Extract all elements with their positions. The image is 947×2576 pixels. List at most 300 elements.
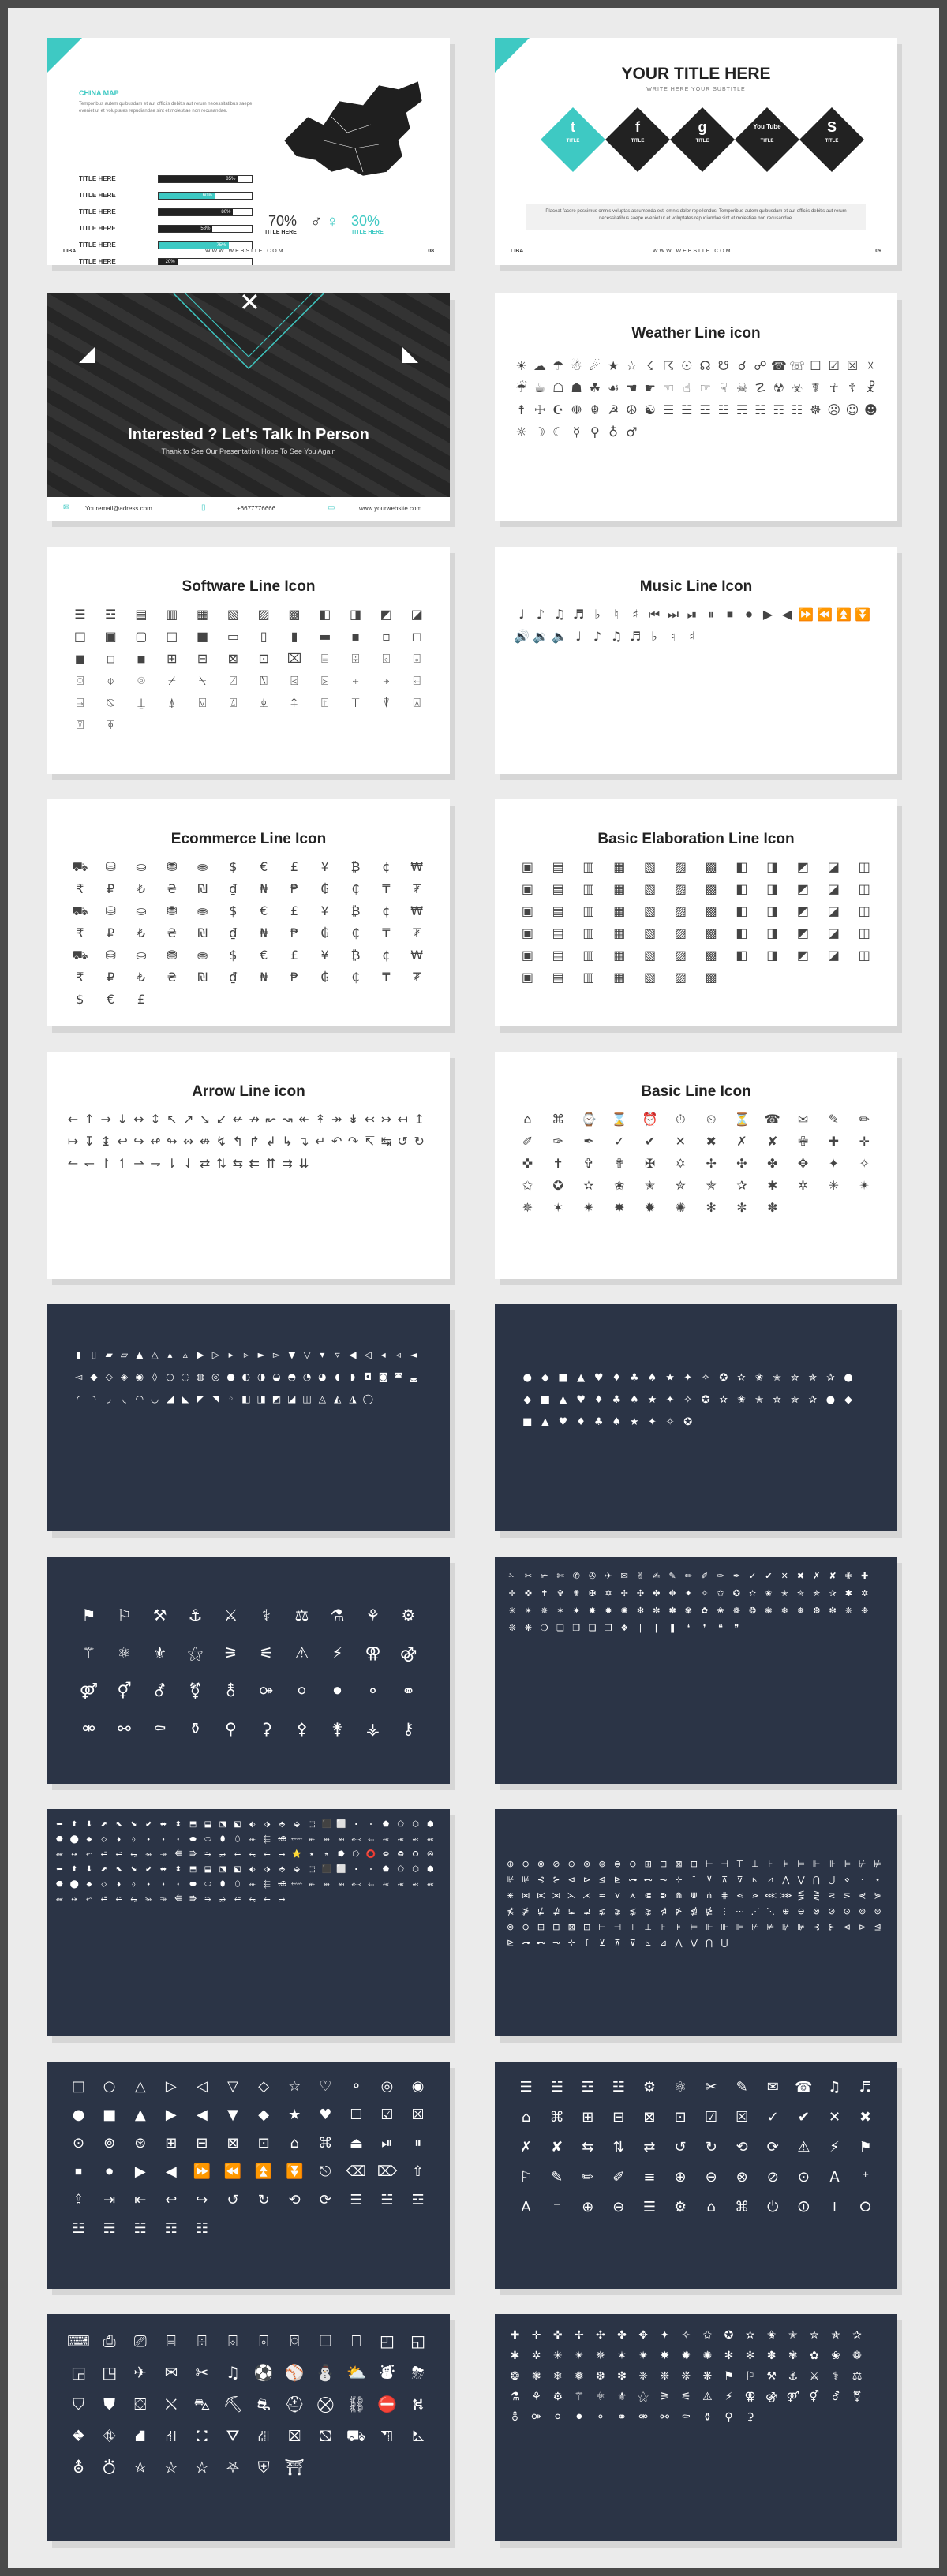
grid-icon[interactable]: ◩ xyxy=(797,881,810,896)
grid-icon[interactable]: ▥ xyxy=(582,925,595,940)
grid-icon[interactable]: ✐ xyxy=(522,1134,533,1149)
grid-icon[interactable]: ✻ xyxy=(636,1606,645,1616)
grid-icon[interactable]: ▩ xyxy=(705,970,717,985)
grid-icon[interactable]: ⬠ xyxy=(397,1865,405,1874)
grid-icon[interactable]: ↫ xyxy=(150,1134,161,1149)
grid-icon[interactable]: ❐ xyxy=(572,1623,581,1633)
grid-icon[interactable]: ⬈ xyxy=(100,1865,107,1874)
grid-icon[interactable]: ⚾ xyxy=(284,2363,305,2382)
grid-icon[interactable]: ⊟ xyxy=(659,1859,668,1869)
grid-icon[interactable]: ⬮ xyxy=(220,1880,226,1889)
grid-icon[interactable]: ₽ xyxy=(107,970,115,985)
grid-icon[interactable]: ☱ xyxy=(380,2192,394,2208)
grid-icon[interactable]: ↾ xyxy=(100,1156,111,1171)
grid-icon[interactable]: ⊞ xyxy=(537,1922,545,1932)
grid-icon[interactable]: ▥ xyxy=(582,903,595,918)
grid-icon[interactable]: ✒ xyxy=(583,1134,594,1149)
grid-icon[interactable]: ❜ xyxy=(702,1623,706,1633)
grid-icon[interactable]: £ xyxy=(290,903,299,918)
grid-icon[interactable]: ⬕ xyxy=(234,1820,241,1829)
grid-icon[interactable]: ⬽ xyxy=(55,1850,63,1859)
grid-icon[interactable]: ◫ xyxy=(858,903,870,918)
grid-icon[interactable]: ✦ xyxy=(684,1588,693,1598)
grid-icon[interactable]: ⊮ xyxy=(506,1875,515,1885)
grid-icon[interactable]: ◀ xyxy=(197,2107,208,2123)
grid-icon[interactable]: ⊺ xyxy=(691,1875,697,1885)
grid-icon[interactable]: ⊶ xyxy=(521,1938,530,1948)
grid-icon[interactable]: ⚩ xyxy=(531,2411,541,2424)
grid-icon[interactable]: £ xyxy=(290,948,299,963)
grid-icon[interactable]: ♣ xyxy=(630,1372,639,1384)
grid-icon[interactable]: ⌘ xyxy=(552,1112,565,1127)
grid-icon[interactable]: ⊱ xyxy=(552,1875,560,1885)
grid-icon[interactable]: ⌺ xyxy=(228,2331,238,2350)
grid-icon[interactable]: ✁ xyxy=(508,1571,516,1581)
grid-icon[interactable]: ⊧ xyxy=(783,1859,788,1869)
grid-icon[interactable]: ⬙ xyxy=(294,1820,300,1829)
grid-icon[interactable]: ⎕ xyxy=(351,2331,361,2350)
grid-icon[interactable]: ▣ xyxy=(521,970,533,985)
grid-icon[interactable]: ♭ xyxy=(594,607,601,622)
grid-icon[interactable]: ☒ xyxy=(411,2107,425,2123)
grid-icon[interactable]: ▷ xyxy=(211,1349,219,1360)
grid-icon[interactable]: ▤ xyxy=(552,903,564,918)
grid-icon[interactable]: ⋐ xyxy=(644,1890,652,1901)
grid-icon[interactable]: ✐ xyxy=(701,1571,709,1581)
grid-icon[interactable]: ✴ xyxy=(574,2350,584,2362)
grid-icon[interactable]: ≡ xyxy=(643,2169,656,2185)
grid-icon[interactable]: ⚰ xyxy=(153,1719,167,1738)
grid-icon[interactable]: ⛨ xyxy=(257,2458,270,2477)
grid-icon[interactable]: ↑ xyxy=(84,1112,95,1127)
grid-icon[interactable]: ⏯ xyxy=(687,607,698,622)
grid-icon[interactable]: ⛚ xyxy=(196,2426,208,2445)
grid-icon[interactable]: ⚙ xyxy=(552,2391,563,2403)
grid-icon[interactable]: ⬜ xyxy=(336,1865,346,1874)
grid-icon[interactable]: ★ xyxy=(647,1394,657,1406)
grid-icon[interactable]: ⬉ xyxy=(115,1865,122,1874)
grid-icon[interactable]: ☕ xyxy=(533,380,546,395)
grid-icon[interactable]: ☰ xyxy=(350,2192,363,2208)
grid-icon[interactable]: ♦ xyxy=(612,1372,622,1384)
grid-icon[interactable]: ⟲ xyxy=(288,2192,301,2208)
grid-icon[interactable]: ☹ xyxy=(827,402,841,417)
grid-icon[interactable]: ↹ xyxy=(380,1134,392,1149)
grid-icon[interactable]: ⊻ xyxy=(706,1875,713,1885)
grid-icon[interactable]: ♀ xyxy=(590,424,600,439)
grid-icon[interactable]: ▥ xyxy=(166,607,178,622)
grid-icon[interactable]: ⭉ xyxy=(234,1895,241,1904)
grid-icon[interactable]: ⋯ xyxy=(736,1906,745,1916)
grid-icon[interactable]: ⛐ xyxy=(256,2395,271,2413)
grid-icon[interactable]: ⚒ xyxy=(766,2370,777,2383)
grid-icon[interactable]: ⌿ xyxy=(167,673,176,688)
grid-icon[interactable]: ⌦ xyxy=(376,2163,398,2180)
grid-icon[interactable]: ❁ xyxy=(732,1606,740,1616)
grid-icon[interactable]: ☵ xyxy=(754,402,766,417)
grid-icon[interactable]: ¢ xyxy=(382,948,391,963)
grid-icon[interactable]: ○ xyxy=(166,1371,174,1382)
grid-icon[interactable]: ✰ xyxy=(808,1394,818,1406)
grid-icon[interactable]: ▲ xyxy=(136,1349,144,1360)
grid-icon[interactable]: ☱ xyxy=(550,2079,563,2096)
grid-icon[interactable]: ▦ xyxy=(613,970,626,985)
grid-icon[interactable]: ✜ xyxy=(524,1588,533,1598)
grid-icon[interactable]: ⭐ xyxy=(291,1850,302,1859)
grid-icon[interactable]: ⬻ xyxy=(412,1835,419,1844)
grid-icon[interactable]: ✍ xyxy=(653,1571,661,1581)
grid-icon[interactable]: ⊘ xyxy=(552,1859,560,1869)
grid-icon[interactable]: ⏻ xyxy=(767,2199,779,2215)
grid-icon[interactable]: ⬭ xyxy=(204,1880,211,1889)
grid-icon[interactable]: ⊞ xyxy=(644,1859,652,1869)
grid-icon[interactable]: ⛩ xyxy=(284,2458,305,2477)
grid-icon[interactable]: ■ xyxy=(522,1416,533,1428)
grid-icon[interactable]: ⛦ xyxy=(195,2458,208,2477)
grid-icon[interactable]: ⚐ xyxy=(745,2370,755,2383)
grid-icon[interactable]: ⊗ xyxy=(812,1906,821,1916)
grid-icon[interactable]: ⊸ xyxy=(552,1938,560,1948)
grid-icon[interactable]: ✕ xyxy=(675,1134,687,1149)
grid-icon[interactable]: ⚕ xyxy=(833,2370,839,2383)
grid-icon[interactable]: ✿ xyxy=(701,1606,709,1616)
grid-icon[interactable]: ₿ xyxy=(350,859,361,874)
grid-icon[interactable]: ▹ xyxy=(243,1349,249,1360)
social-title-slide[interactable] xyxy=(495,38,897,265)
grid-icon[interactable]: ✎ xyxy=(668,1571,676,1581)
grid-icon[interactable]: ⍃ xyxy=(290,673,298,688)
grid-icon[interactable]: ✃ xyxy=(541,1571,548,1581)
grid-icon[interactable]: ⊱ xyxy=(828,1922,836,1932)
grid-icon[interactable]: ☚ xyxy=(626,380,638,395)
grid-icon[interactable]: ⊮ xyxy=(781,1922,790,1932)
grid-icon[interactable]: ◧ xyxy=(736,881,748,896)
grid-icon[interactable]: ⛊ xyxy=(103,2395,116,2413)
grid-icon[interactable]: ◆ xyxy=(90,1371,98,1382)
grid-icon[interactable]: ⚠ xyxy=(294,1643,309,1662)
grid-icon[interactable]: ⬦ xyxy=(101,1880,107,1889)
grid-icon[interactable]: ▴ xyxy=(167,1349,173,1360)
music-icon-slide[interactable] xyxy=(495,547,897,774)
grid-icon[interactable]: ⚡ xyxy=(829,2139,840,2155)
grid-icon[interactable]: ✯ xyxy=(706,1178,717,1193)
grid-icon[interactable]: ⚭ xyxy=(402,1681,415,1700)
grid-icon[interactable]: ⬔ xyxy=(219,1820,226,1829)
grid-icon[interactable]: ⋠ xyxy=(507,1906,515,1916)
grid-icon[interactable]: ♠ xyxy=(612,1416,622,1428)
grid-icon[interactable]: ✰ xyxy=(736,1178,747,1193)
grid-icon[interactable]: ⚶ xyxy=(366,1719,380,1738)
grid-icon[interactable]: ▧ xyxy=(644,859,657,874)
grid-icon[interactable]: ⊜ xyxy=(507,1922,515,1932)
grid-icon[interactable]: ✂ xyxy=(524,1571,533,1581)
grid-icon[interactable]: ⏰ xyxy=(642,1112,658,1127)
grid-icon[interactable]: ⬚ xyxy=(308,1865,316,1874)
grid-icon[interactable]: ⊾ xyxy=(751,1875,759,1885)
grid-icon[interactable]: ♬ xyxy=(572,607,585,622)
grid-icon[interactable]: ⚥ xyxy=(117,1681,132,1700)
grid-icon[interactable]: ✭ xyxy=(644,1178,656,1193)
grid-icon[interactable]: ◌ xyxy=(181,1371,189,1382)
grid-icon[interactable]: € xyxy=(260,859,268,874)
grid-icon[interactable]: ⊯ xyxy=(797,1922,805,1932)
grid-icon[interactable]: ✣ xyxy=(636,1588,645,1598)
grid-icon[interactable]: 🔈 xyxy=(552,629,567,644)
grid-icon[interactable]: ⍒ xyxy=(382,695,391,710)
grid-icon[interactable]: ⋟ xyxy=(874,1890,881,1901)
grid-icon[interactable]: ◫ xyxy=(858,948,870,963)
grid-icon[interactable]: ⋢ xyxy=(537,1906,545,1916)
grid-icon[interactable]: ✮ xyxy=(796,1588,805,1598)
grid-icon[interactable]: ⌼ xyxy=(290,2331,300,2350)
grid-icon[interactable]: ↶ xyxy=(331,1134,342,1149)
grid-icon[interactable]: ⏲ xyxy=(706,1112,717,1127)
grid-icon[interactable]: ⊼ xyxy=(721,1875,728,1885)
grid-icon[interactable]: ⭗ xyxy=(397,1850,404,1859)
grid-icon[interactable]: ⌘ xyxy=(549,2109,564,2125)
grid-icon[interactable]: ₸ xyxy=(382,925,391,940)
grid-icon[interactable]: ☥ xyxy=(829,380,839,395)
grid-icon[interactable]: ↘ xyxy=(199,1112,211,1127)
grid-icon[interactable]: $ xyxy=(229,948,238,963)
grid-icon[interactable]: ⬳ xyxy=(291,1835,303,1844)
grid-icon[interactable]: ✬ xyxy=(765,1588,773,1598)
grid-icon[interactable]: ⋒ xyxy=(675,1890,683,1901)
grid-icon[interactable]: ✦ xyxy=(683,1372,693,1384)
grid-icon[interactable]: ▭ xyxy=(226,629,239,644)
grid-icon[interactable]: ◁ xyxy=(197,2078,208,2095)
grid-icon[interactable]: ⚛ xyxy=(595,2391,606,2403)
grid-icon[interactable]: ☐ xyxy=(810,358,822,373)
grid-icon[interactable]: ⍑ xyxy=(351,695,360,710)
grid-icon[interactable]: ☳ xyxy=(612,2079,625,2096)
grid-icon[interactable]: ⋅ xyxy=(860,1875,864,1885)
grid-icon[interactable]: ₫ xyxy=(229,925,238,940)
grid-icon[interactable]: ⊻ xyxy=(599,1938,606,1948)
grid-icon[interactable]: ✛ xyxy=(859,1134,870,1149)
grid-icon[interactable]: ⋱ xyxy=(765,1906,775,1916)
grid-icon[interactable]: ⚠ xyxy=(702,2391,713,2403)
grid-icon[interactable]: ✞ xyxy=(556,1588,564,1598)
grid-icon[interactable]: ⊹ xyxy=(675,1875,683,1885)
grid-icon[interactable]: ⭁ xyxy=(115,1895,122,1904)
basic-icon-slide[interactable] xyxy=(495,1052,897,1279)
software-icon-slide[interactable] xyxy=(47,547,450,774)
grid-icon[interactable]: ☁ xyxy=(533,358,546,373)
grid-icon[interactable]: ⚜ xyxy=(152,1643,167,1662)
grid-icon[interactable]: ⊡ xyxy=(258,651,269,666)
grid-icon[interactable]: ❙ xyxy=(653,1623,661,1633)
grid-icon[interactable]: ▼ xyxy=(288,1349,296,1360)
grid-icon[interactable]: ☷ xyxy=(195,2220,208,2237)
grid-icon[interactable]: ❅ xyxy=(574,2370,584,2383)
grid-icon[interactable]: ☍ xyxy=(754,358,767,373)
grid-icon[interactable]: ⇄ xyxy=(643,2139,656,2155)
grid-icon[interactable]: ✴ xyxy=(524,1606,533,1616)
grid-icon[interactable]: ⛞ xyxy=(319,2426,332,2445)
grid-icon[interactable]: ▧ xyxy=(644,881,657,896)
grid-icon[interactable]: ✯ xyxy=(808,1372,818,1384)
grid-icon[interactable]: ✗ xyxy=(736,1134,747,1149)
grid-icon[interactable]: ◪ xyxy=(827,859,840,874)
grid-icon[interactable]: ⌘ xyxy=(735,2199,750,2215)
grid-icon[interactable]: ◃ xyxy=(395,1349,401,1360)
grid-icon[interactable]: ⋏ xyxy=(629,1890,636,1901)
grid-icon[interactable]: ⋖ xyxy=(736,1890,744,1901)
grid-icon[interactable]: ⬇ xyxy=(85,1820,93,1829)
grid-icon[interactable]: ⏩ xyxy=(193,2163,211,2180)
grid-icon[interactable]: ◧ xyxy=(736,903,748,918)
grid-icon[interactable]: ⚖ xyxy=(852,2370,863,2383)
grid-icon[interactable]: ⬟ xyxy=(382,1820,390,1829)
grid-icon[interactable]: ► xyxy=(257,1349,265,1360)
grid-icon[interactable]: ⊭ xyxy=(766,1922,775,1932)
grid-icon[interactable]: ❇ xyxy=(829,1606,837,1616)
grid-icon[interactable]: ⋀ xyxy=(675,1938,683,1948)
grid-icon[interactable]: ⭂ xyxy=(130,1895,137,1904)
grid-icon[interactable]: ⊸ xyxy=(659,1875,668,1885)
grid-icon[interactable]: ▩ xyxy=(705,859,717,874)
grid-icon[interactable]: ⚒ xyxy=(152,1606,167,1624)
grid-icon[interactable]: ⊕ xyxy=(582,2199,594,2215)
grid-icon[interactable]: ✱ xyxy=(844,1588,852,1598)
grid-icon[interactable]: ⋔ xyxy=(706,1890,713,1901)
grid-icon[interactable]: ☽ xyxy=(533,424,546,439)
grid-icon[interactable]: ✧ xyxy=(701,1372,710,1384)
grid-icon[interactable]: ⛋ xyxy=(134,2395,147,2413)
grid-icon[interactable]: ▲ xyxy=(559,1394,567,1406)
grid-icon[interactable]: ⚚ xyxy=(81,1643,96,1662)
grid-icon[interactable]: ✹ xyxy=(605,1606,612,1616)
grid-icon[interactable]: ↻ xyxy=(257,2192,270,2208)
grid-icon[interactable]: ✑ xyxy=(552,1134,563,1149)
grid-icon[interactable]: ⊟ xyxy=(552,1922,560,1932)
grid-icon[interactable]: ⊣ xyxy=(613,1922,622,1932)
grid-icon[interactable]: ★ xyxy=(630,1416,639,1428)
grid-icon[interactable]: ☉ xyxy=(681,358,693,373)
grid-icon[interactable]: ◧ xyxy=(736,948,748,963)
grid-icon[interactable]: ✏ xyxy=(582,2169,594,2185)
grid-icon[interactable]: ⬼ xyxy=(427,1835,434,1844)
grid-icon[interactable]: ◨ xyxy=(766,925,779,940)
grid-icon[interactable]: ◖ xyxy=(335,1371,340,1382)
grid-icon[interactable]: ◧ xyxy=(319,607,331,622)
grid-icon[interactable]: ▸ xyxy=(228,1349,234,1360)
grid-icon[interactable]: ▥ xyxy=(582,859,595,874)
grid-icon[interactable]: ⚢ xyxy=(365,1643,381,1662)
grid-icon[interactable]: ✚ xyxy=(828,1134,840,1149)
grid-icon[interactable]: ⇅ xyxy=(215,1156,227,1171)
grid-icon[interactable]: ⍌ xyxy=(198,695,207,710)
grid-icon[interactable]: ↲ xyxy=(265,1134,276,1149)
grid-icon[interactable]: ↕ xyxy=(150,1112,161,1127)
grid-icon[interactable]: ⟳ xyxy=(766,2139,779,2155)
grid-icon[interactable]: ⋃ xyxy=(828,1875,836,1885)
grid-icon[interactable]: ⊷ xyxy=(643,1875,653,1885)
grid-icon[interactable]: ⬱ xyxy=(264,1880,271,1889)
grid-icon[interactable]: ◨ xyxy=(766,859,779,874)
grid-icon[interactable]: ✼ xyxy=(745,2350,755,2362)
grid-icon[interactable]: ⍇ xyxy=(413,673,421,688)
grid-icon[interactable]: ⬩ xyxy=(147,1835,150,1844)
grid-icon[interactable]: ⚐ xyxy=(117,1606,132,1624)
grid-icon[interactable]: ♂ xyxy=(626,424,638,439)
grid-icon[interactable]: ↡ xyxy=(347,1112,359,1127)
grid-icon[interactable]: ⊠ xyxy=(567,1922,575,1932)
grid-icon[interactable]: ☪ xyxy=(552,402,564,417)
grid-icon[interactable]: $ xyxy=(76,992,84,1007)
grid-icon[interactable]: ₿ xyxy=(350,948,361,963)
grid-icon[interactable]: ↣ xyxy=(380,1112,392,1127)
grid-icon[interactable]: ◆ xyxy=(523,1394,532,1406)
grid-icon[interactable]: ◫ xyxy=(858,859,870,874)
grid-icon[interactable]: ⬙ xyxy=(294,1865,300,1874)
grid-icon[interactable]: ⬾ xyxy=(71,1850,78,1859)
grid-icon[interactable]: ✩ xyxy=(522,1178,533,1193)
grid-icon[interactable]: ↸ xyxy=(364,1134,376,1149)
grid-icon[interactable]: ♪ xyxy=(593,629,602,644)
grid-icon[interactable]: ✰ xyxy=(829,1588,837,1598)
grid-icon[interactable]: ↨ xyxy=(100,1134,111,1149)
grid-icon[interactable]: ☫ xyxy=(571,402,582,417)
grid-icon[interactable]: ✩ xyxy=(702,2329,713,2342)
grid-icon[interactable]: ▦ xyxy=(613,903,626,918)
grid-icon[interactable]: ₴ xyxy=(167,881,177,896)
grid-icon[interactable]: ⇥ xyxy=(103,2192,116,2208)
grid-icon[interactable]: ⍓ xyxy=(413,695,421,710)
grid-icon[interactable]: ☗ xyxy=(571,380,582,395)
grid-icon[interactable]: ⊯ xyxy=(522,1875,530,1885)
grid-icon[interactable]: ⬆ xyxy=(71,1820,78,1829)
contact-slide[interactable] xyxy=(47,293,450,521)
grid-icon[interactable]: ⚷ xyxy=(402,1719,414,1738)
grid-icon[interactable]: ⏬ xyxy=(855,607,870,622)
grid-icon[interactable]: ▧ xyxy=(644,948,657,963)
grid-icon[interactable]: ☲ xyxy=(411,2192,425,2208)
grid-icon[interactable]: ☃ xyxy=(571,358,582,373)
grid-icon[interactable]: ❄ xyxy=(780,1606,788,1616)
grid-icon[interactable]: ⊛ xyxy=(134,2135,147,2152)
grid-icon[interactable]: ▣ xyxy=(521,881,533,896)
grid-icon[interactable]: ₮ xyxy=(413,970,421,985)
grid-icon[interactable]: ✮ xyxy=(675,1178,687,1193)
grid-icon[interactable]: ❑ xyxy=(588,1623,597,1633)
grid-icon[interactable]: ↿ xyxy=(117,1156,128,1171)
grid-icon[interactable]: ⚑ xyxy=(81,1606,96,1624)
grid-icon[interactable]: ⬓ xyxy=(204,1820,212,1829)
grid-icon[interactable]: ↙ xyxy=(215,1112,227,1127)
china-map-slide[interactable] xyxy=(47,38,450,265)
grid-icon[interactable]: ⌼ xyxy=(76,673,84,688)
grid-icon[interactable]: ▮ xyxy=(76,1349,81,1360)
grid-icon[interactable]: ✔ xyxy=(644,1134,656,1149)
grid-icon[interactable]: ☊ xyxy=(699,358,711,373)
grid-icon[interactable]: ✇ xyxy=(589,1571,597,1581)
grid-icon[interactable]: ⇃ xyxy=(182,1156,194,1171)
grid-icon[interactable]: ⏽ xyxy=(829,2199,840,2215)
grid-icon[interactable]: ↮ xyxy=(199,1134,211,1149)
grid-icon[interactable]: ⚜ xyxy=(616,2391,627,2403)
grid-icon[interactable]: ✠ xyxy=(589,1588,597,1598)
grid-icon[interactable]: ⭄ xyxy=(159,1850,167,1859)
grid-icon[interactable]: ⁺ xyxy=(861,2169,870,2185)
grid-icon[interactable]: ▤ xyxy=(552,970,564,985)
grid-icon[interactable]: ☲ xyxy=(699,402,711,417)
grid-icon[interactable]: ⚛ xyxy=(117,1643,132,1662)
grid-icon[interactable]: ⏫ xyxy=(254,2163,273,2180)
grid-icon[interactable]: ♡ xyxy=(319,2078,332,2095)
grid-icon[interactable]: ⬸ xyxy=(368,1880,375,1889)
